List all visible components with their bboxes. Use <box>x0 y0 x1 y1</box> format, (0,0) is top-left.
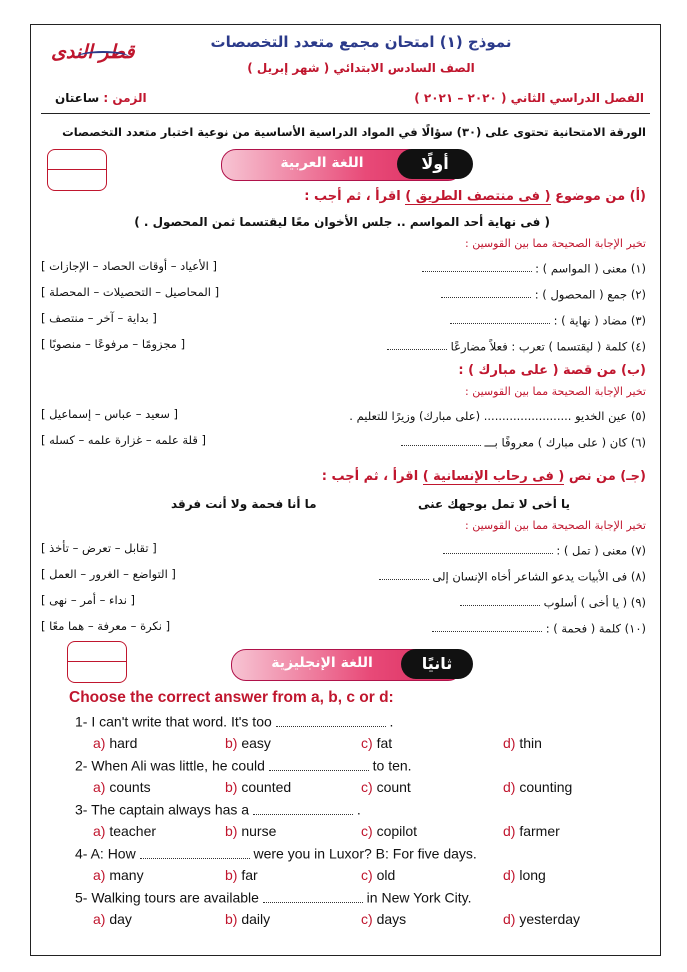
option-letter: b) <box>225 867 242 883</box>
english-question-1 <box>75 713 393 730</box>
question-number: 5- <box>75 889 92 906</box>
option-text: long <box>519 867 546 883</box>
exam-time <box>55 91 147 105</box>
option-text: counts <box>109 779 151 795</box>
option-text: daily <box>241 911 271 927</box>
question-4-options: [ مجزومًا – مرفوعًا – منصوبًا ] <box>41 337 186 351</box>
question-number: 4- <box>75 845 91 862</box>
option-letter: a) <box>93 735 110 751</box>
option-letter: d) <box>503 735 520 751</box>
option-a[interactable] <box>93 867 144 883</box>
question-10: (١٠) كلمة ( فحمة ) : <box>432 621 646 635</box>
question-3: (٣) مضاد ( نهاية ) : <box>450 313 646 327</box>
answer-blank[interactable] <box>422 261 532 272</box>
question-8-options: [ التواضع – الغرور – العمل ] <box>41 567 176 581</box>
header-divider <box>41 113 650 114</box>
option-c[interactable] <box>361 911 406 927</box>
question-6: (٦) كان ( على مبارك ) معروفًا بـــ <box>401 435 646 449</box>
exam-page <box>30 24 661 956</box>
question-2: (٢) جمع ( المحصول ) : <box>441 287 646 301</box>
question-text: Walking tours are available <box>91 889 263 906</box>
option-letter: d) <box>503 867 520 883</box>
part-a-passage: ( فى نهاية أحد المواسم .. جلس الأخوان معًا ليقتسما ثمن المحصول . ) <box>134 215 550 229</box>
part-c-heading: (جـ) من نص ( فى رحاب الإنسانية ) اقرأ ، ثم أجب : <box>321 469 646 484</box>
answer-blank[interactable] <box>441 287 531 298</box>
question-text: I can't write that word. It's too <box>91 713 276 730</box>
answer-blank[interactable] <box>269 757 369 771</box>
option-letter: c) <box>361 867 377 883</box>
option-letter: b) <box>225 779 242 795</box>
option-b[interactable] <box>225 735 271 751</box>
question-text-end: . <box>385 713 394 730</box>
option-a[interactable] <box>93 735 137 751</box>
semester-label: الفصل الدراسي الثاني ( ٢٠٢٠ – ٢٠٢١ ) <box>414 91 644 105</box>
section-banner-arabic: اللغة العربية <box>221 149 463 181</box>
option-letter: c) <box>361 911 377 927</box>
verse-first-half: يا أخى لا تمل بوجهك عنى <box>417 497 570 511</box>
question-text-end: were you in Luxor? B: For five days. <box>249 845 477 862</box>
question-number: 1- <box>75 713 92 730</box>
answer-blank[interactable] <box>263 889 363 903</box>
question-8: (٨) فى الأبيات يدعو الشاعر أخاه الإنسان إلى <box>379 569 646 583</box>
option-d[interactable] <box>503 779 572 795</box>
logo: قطر الندى <box>51 41 135 63</box>
option-b[interactable] <box>225 867 258 883</box>
question-text: A: How <box>90 845 140 862</box>
option-text: many <box>109 867 144 883</box>
option-c[interactable] <box>361 735 392 751</box>
question-9: (٩) ( يا أخى ) أسلوب <box>460 595 646 609</box>
part-b-heading: (ب) من قصة ( على مبارك ) : <box>458 363 646 378</box>
question-7-options: [ تقابل – تعرض – تأخذ ] <box>41 541 157 555</box>
option-c[interactable] <box>361 823 417 839</box>
part-c-instruction: تخير الإجابة الصحيحة مما بين القوسين : <box>465 519 646 532</box>
option-letter: a) <box>93 823 110 839</box>
score-box-arabic <box>47 149 107 191</box>
option-letter: c) <box>361 735 377 751</box>
answer-blank[interactable] <box>276 713 386 727</box>
answer-blank[interactable] <box>450 313 550 324</box>
english-heading: Choose the correct answer from a, b, c or d: <box>69 689 394 706</box>
time-value: ساعتان <box>55 91 100 105</box>
option-text: counted <box>241 779 292 795</box>
question-3-options: [ بداية – آخر – منتصف ] <box>41 311 157 325</box>
option-letter: a) <box>93 911 110 927</box>
option-text: old <box>376 867 396 883</box>
option-d[interactable] <box>503 735 542 751</box>
option-letter: c) <box>361 823 377 839</box>
question-4: (٤) كلمة ( ليقتسما ) تعرب : فعلاً مضارعًا <box>387 339 646 353</box>
part-b-instruction: تخير الإجابة الصحيحة مما بين القوسين : <box>465 385 646 398</box>
question-number: 2- <box>75 757 92 774</box>
question-text-end: in New York City. <box>362 889 472 906</box>
verse-second-half: ما أنا فحمة ولا أنت فرقد <box>171 497 317 511</box>
option-letter: d) <box>503 911 520 927</box>
english-question-5 <box>75 889 471 906</box>
question-text: When Ali was little, he could <box>91 757 269 774</box>
option-text: fat <box>376 735 393 751</box>
option-c[interactable] <box>361 867 395 883</box>
option-text: days <box>376 911 407 927</box>
english-question-4 <box>75 845 477 862</box>
question-2-options: [ المحاصيل – التحصيلات – المحصلة ] <box>41 285 220 299</box>
option-letter: b) <box>225 911 242 927</box>
question-number: 3- <box>75 801 92 818</box>
option-a[interactable] <box>93 823 156 839</box>
option-c[interactable] <box>361 779 411 795</box>
option-letter: d) <box>503 823 520 839</box>
option-text: yesterday <box>519 911 581 927</box>
option-text: easy <box>241 735 271 751</box>
question-5-options: [ سعيد – عباس – إسماعيل ] <box>41 407 178 421</box>
option-text: copilot <box>376 823 418 839</box>
option-b[interactable] <box>225 823 276 839</box>
answer-blank[interactable] <box>387 339 447 350</box>
option-text: counting <box>519 779 573 795</box>
option-text: hard <box>109 735 138 751</box>
score-box-english <box>67 641 127 683</box>
question-text-end: . <box>352 801 361 818</box>
option-letter: a) <box>93 867 110 883</box>
section-pill-first: أولًا <box>397 149 473 179</box>
option-b[interactable] <box>225 779 291 795</box>
option-d[interactable] <box>503 911 580 927</box>
english-question-2 <box>75 757 412 774</box>
section-banner-english: اللغة الإنجليزية <box>231 649 463 681</box>
question-1: (١) معنى ( المواسم ) : <box>422 261 647 275</box>
option-text: thin <box>519 735 542 751</box>
option-letter: b) <box>225 735 242 751</box>
option-text: teacher <box>109 823 157 839</box>
answer-blank[interactable] <box>401 435 481 446</box>
option-text: farmer <box>519 823 560 839</box>
option-d[interactable] <box>503 823 560 839</box>
question-text: The captain always has a <box>91 801 253 818</box>
logo-swoosh-icon <box>77 51 129 63</box>
exam-subtitle: الصف السادس الابتدائي ( شهر إبريل ) <box>247 61 475 75</box>
part-a-instruction: تخير الإجابة الصحيحة مما بين القوسين : <box>465 237 646 250</box>
answer-blank[interactable] <box>432 621 542 632</box>
option-letter: c) <box>361 779 377 795</box>
answer-blank[interactable] <box>379 569 429 580</box>
option-text: nurse <box>241 823 277 839</box>
option-letter: d) <box>503 779 520 795</box>
answer-blank[interactable] <box>443 543 553 554</box>
section-pill-second: ثانيًا <box>401 649 473 679</box>
question-6-options: [ قلة علمه – غزارة علمه – كسله ] <box>41 433 206 447</box>
part-a-heading: (أ) من موضوع ( فى منتصف الطريق ) اقرأ ، ثم أجب : <box>304 189 646 204</box>
option-d[interactable] <box>503 867 546 883</box>
question-text-end: to ten. <box>368 757 412 774</box>
question-9-options: [ نداء – أمر – نهى ] <box>41 593 136 607</box>
option-a[interactable] <box>93 911 132 927</box>
option-letter: a) <box>93 779 110 795</box>
english-question-3 <box>75 801 361 818</box>
option-letter: b) <box>225 823 242 839</box>
question-7: (٧) معنى ( تمل ) : <box>443 543 646 557</box>
answer-blank[interactable] <box>460 595 540 606</box>
option-b[interactable] <box>225 911 270 927</box>
answer-blank[interactable] <box>253 801 353 815</box>
option-text: day <box>109 911 132 927</box>
time-label: الزمن : <box>103 91 147 105</box>
option-text: far <box>241 867 258 883</box>
question-10-options: [ نكرة – معرفة – هما معًا ] <box>41 619 171 633</box>
question-5: (٥) عين الخديو ........................ (على مبارك) وزيرًا للتعليم . <box>349 409 646 423</box>
option-a[interactable] <box>93 779 151 795</box>
question-1-options: [ الأعياد – أوقات الحصاد – الإجازات ] <box>41 259 218 273</box>
option-text: count <box>376 779 411 795</box>
answer-blank[interactable] <box>140 845 250 859</box>
exam-title: نموذج (١) امتحان مجمع متعدد التخصصات <box>210 33 512 51</box>
exam-intro: الورقة الامتحانية تحتوى على (٣٠) سؤالًا في المواد الدراسية الأساسية من نوعية اختبار متعدد التخصصات <box>62 125 646 139</box>
